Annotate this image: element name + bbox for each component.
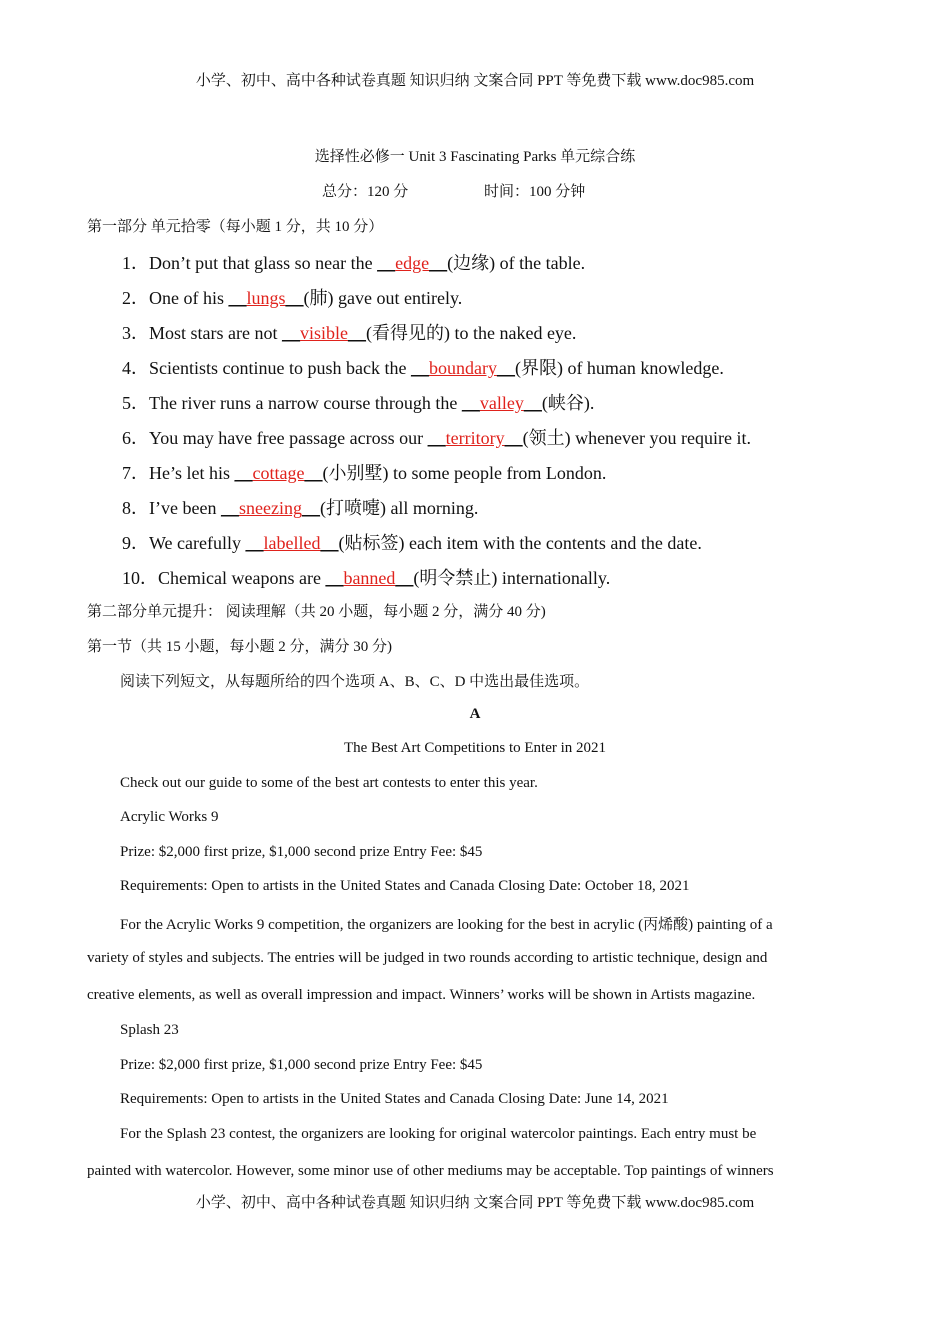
question-item: [122, 354, 724, 380]
contest-1-paragraph: variety of styles and subjects. The entries will be judged in two rounds according to artistic technique, design and: [87, 950, 768, 966]
passage-letter: A: [469, 706, 481, 722]
question-text: (打喷嚏) all morning.: [319, 498, 479, 518]
section1-heading: 第一节（共 15 小题，每小题 2 分，满分 30 分): [87, 639, 392, 655]
answer-text: labelled: [263, 533, 321, 553]
blank-line: __: [377, 253, 396, 273]
question-text: One of his: [149, 288, 229, 308]
question-number: 7．: [122, 463, 149, 483]
page-title: 选择性必修一 Unit 3 Fascinating Parks 单元综合练: [314, 149, 636, 165]
blank-line: __: [504, 428, 523, 448]
question-text: Don’t put that glass so near the: [149, 253, 378, 273]
question-item: [122, 459, 606, 485]
page-header: 小学、初中、高中各种试卷真题 知识归纳 文案合同 PPT 等免费下载 www.doc985.com: [195, 73, 755, 89]
question-item: [122, 319, 576, 345]
question-number: 3．: [122, 323, 149, 343]
question-text: (明令禁止) internationally.: [413, 568, 611, 588]
question-text: (看得见的) to the naked eye.: [365, 323, 577, 343]
time-limit: 时间：100 分钟: [484, 184, 586, 200]
contest-2-name: Splash 23: [120, 1022, 179, 1038]
question-number: 6．: [122, 428, 149, 448]
blank-line: __: [228, 288, 247, 308]
question-text: Scientists continue to push back the: [149, 358, 411, 378]
question-text: Most stars are not: [149, 323, 282, 343]
question-item: [122, 564, 610, 590]
contest-2-paragraph: For the Splash 23 contest, the organizers are looking for original watercolor paintings. Each entry must be: [120, 1126, 757, 1142]
blank-line: __: [496, 358, 515, 378]
answer-text: lungs: [246, 288, 286, 308]
question-item: [122, 284, 462, 310]
answer-text: cottage: [252, 463, 305, 483]
passage-intro: Check out our guide to some of the best art contests to enter this year.: [120, 775, 538, 791]
contest-1-prize: Prize: $2,000 first prize, $1,000 second prize Entry Fee: $45: [120, 844, 483, 860]
answer-text: territory: [445, 428, 505, 448]
blank-line: __: [301, 498, 320, 518]
question-text: (峡谷).: [541, 393, 595, 413]
blank-line: __: [523, 393, 542, 413]
blank-line: __: [234, 463, 253, 483]
question-item: [122, 529, 702, 555]
question-text: He’s let his: [149, 463, 235, 483]
question-text: (领土) whenever you require it.: [522, 428, 751, 448]
question-item: [122, 424, 751, 450]
passage-title: The Best Art Competitions to Enter in 2021: [343, 740, 607, 756]
question-number: 8．: [122, 498, 149, 518]
question-item: [122, 389, 594, 415]
question-text: (小别墅) to some people from London.: [322, 463, 607, 483]
blank-line: __: [325, 568, 344, 588]
part2-heading: 第二部分单元提升： 阅读理解（共 20 小题，每小题 2 分，满分 40 分): [87, 604, 546, 620]
answer-text: sneezing: [238, 498, 302, 518]
page-footer: 小学、初中、高中各种试卷真题 知识归纳 文案合同 PPT 等免费下载 www.doc985.com: [195, 1195, 755, 1211]
question-number: 10．: [122, 568, 158, 588]
blank-line: __: [320, 533, 339, 553]
question-text: The river runs a narrow course through the: [149, 393, 462, 413]
question-number: 5．: [122, 393, 149, 413]
question-text: (贴标签) each item with the contents and the date.: [338, 533, 702, 553]
contest-2-requirements: Requirements: Open to artists in the United States and Canada Closing Date: June 14, 2021: [120, 1091, 669, 1107]
contest-1-name: Acrylic Works 9: [120, 809, 219, 825]
blank-line: __: [410, 358, 429, 378]
contest-1-paragraph: creative elements, as well as overall impression and impact. Winners’ works will be shown in Artists magazine.: [87, 987, 756, 1003]
question-number: 1．: [122, 253, 149, 273]
blank-line: __: [285, 288, 304, 308]
answer-text: visible: [299, 323, 348, 343]
instruction: 阅读下列短文，从每题所给的四个选项 A、B、C、D 中选出最佳选项。: [120, 674, 590, 690]
question-text: I’ve been: [149, 498, 221, 518]
question-number: 9．: [122, 533, 149, 553]
blank-line: __: [281, 323, 300, 343]
contest-2-prize: Prize: $2,000 first prize, $1,000 second prize Entry Fee: $45: [120, 1057, 483, 1073]
question-text: (边缘) of the table.: [447, 253, 586, 273]
blank-line: __: [427, 428, 446, 448]
blank-line: __: [245, 533, 264, 553]
blank-line: __: [395, 568, 414, 588]
blank-line: __: [220, 498, 239, 518]
question-text: You may have free passage across our: [149, 428, 428, 448]
question-text: We carefully: [149, 533, 246, 553]
blank-line: __: [461, 393, 480, 413]
blank-line: __: [347, 323, 366, 343]
answer-text: boundary: [428, 358, 497, 378]
answer-text: banned: [343, 568, 396, 588]
question-number: 4．: [122, 358, 149, 378]
question-text: (肺) gave out entirely.: [303, 288, 463, 308]
answer-text: valley: [479, 393, 524, 413]
question-number: 2．: [122, 288, 149, 308]
blank-line: __: [304, 463, 323, 483]
question-text: (界限) of human knowledge.: [514, 358, 724, 378]
contest-2-paragraph: painted with watercolor. However, some minor use of other mediums may be acceptable. Top paintings of winners: [87, 1163, 774, 1179]
question-text: Chemical weapons are: [158, 568, 326, 588]
part1-heading: 第一部分 单元拾零（每小题 1 分，共 10 分）: [87, 219, 384, 235]
answer-text: edge: [395, 253, 430, 273]
contest-1-requirements: Requirements: Open to artists in the United States and Canada Closing Date: October 18, 2021: [120, 878, 690, 894]
total-score: 总分：120 分: [322, 184, 409, 200]
question-item: [122, 249, 585, 275]
blank-line: __: [429, 253, 448, 273]
contest-1-paragraph: For the Acrylic Works 9 competition, the organizers are looking for the best in acrylic (丙烯酸) painting of a: [120, 917, 773, 933]
question-item: [122, 494, 478, 520]
